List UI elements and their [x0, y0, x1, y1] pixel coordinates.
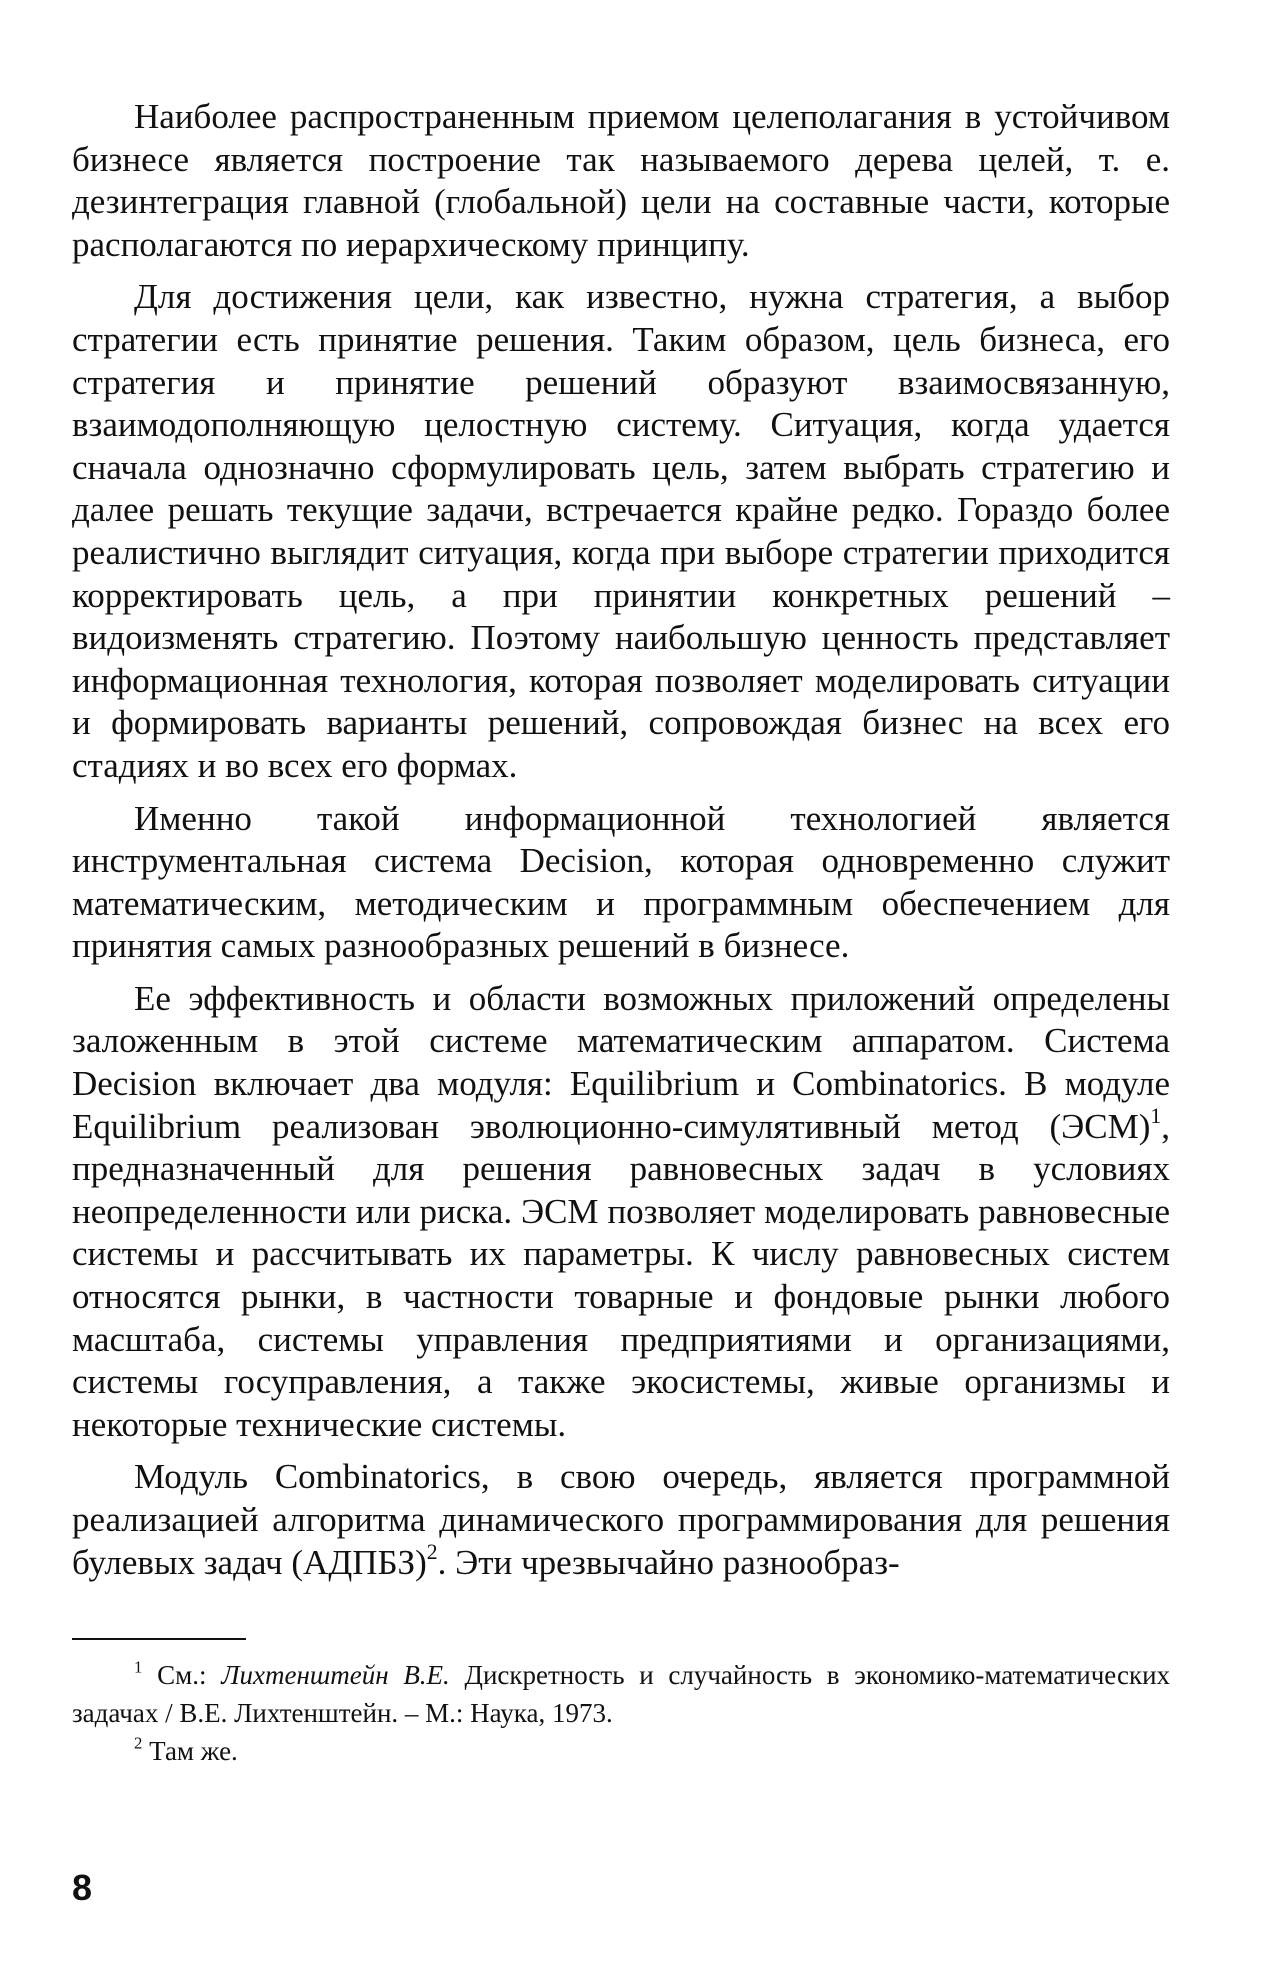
paragraph-combinatorics-text-end: . Эти чрезвычайно разнообраз-	[437, 1542, 900, 1582]
footnotes	[72, 1638, 1170, 1770]
paragraph-strategy: Для достижения цели, как известно, нужна стратегия, а выбор стратегии есть принятие решения. Таким образом, цель бизнеса, его стратегия и принятие решений образуют взаимосвязанную, взаимодополняющую целостную систему. Ситуация, когда удается сначала однозначно сформулировать цель, затем выбрать стратегию и далее решать текущие задачи, встречается крайне редко. Гораздо более реалистично выглядит ситуация, когда при выборе стратегии приходится корректировать цель, а при принятии конкретных решений – видоизменять стратегию. Поэтому наибольшую ценность представляет информационная технология, которая позволяет моделировать ситуации и формировать варианты решений, сопровождая бизнес на всех его стадиях и во всех его формах.	[72, 277, 1170, 785]
paragraph-equilibrium-text-end: , предназначенный для решения равновесных задач в условиях неопределенности или риска. ЭСМ позволяет моделировать равновесные системы и рассчитывать их параметры. К числу равновесных систем относятся рынки, в частности товарные и фондовые рынки любого масштаба, системы управления предприятиями и организациями, системы госуправления, а также экосистемы, живые организмы и некоторые технические системы.	[72, 1106, 1170, 1444]
footnote-1-text: Дискретность и случайность в экономико-математических задачах / В.Е. Лихтенштейн. – М.: Наука, 1973.	[72, 1660, 1171, 1728]
paragraph-equilibrium-text-start: Ее эффективность и области возможных приложений определены заложенным в этой системе математическим аппаратом. Система Decision включает два модуля: Equilibrium и Combinatorics. В модуле Equilibrium реализован эволюционно-симулятивный метод (ЭСМ)	[72, 978, 1170, 1146]
footnote-1-author: Лихтенштейн В.Е.	[221, 1660, 450, 1690]
footnote-divider	[72, 1638, 246, 1640]
paragraph-goal-tree: Наиболее распространенным приемом целеполагания в устойчивом бизнесе является построение так называемого дерева целей, т. е. дезинтеграция главной (глобальной) цели на составные части, которые располагаются по иерархическому принципу.	[72, 97, 1170, 264]
footnote-2-text: Там же.	[149, 1736, 238, 1766]
paragraph-equilibrium	[72, 978, 1170, 1447]
footnote-ref-2: 2	[426, 1539, 438, 1564]
page-number: 8	[72, 1867, 93, 1908]
footnote-2	[72, 1732, 1170, 1770]
footnote-ref-1: 1	[1150, 1103, 1162, 1128]
footnote-2-mark: 2	[134, 1733, 143, 1753]
footnote-1	[72, 1656, 1170, 1732]
footnote-1-prefix: См.:	[157, 1660, 222, 1690]
paragraph-combinatorics	[72, 1456, 1170, 1584]
page-body	[72, 96, 1170, 1594]
paragraph-decision-system: Именно такой информационной технологией является инструментальная система Decision, которая одновременно служит математическим, методическим и программным обеспечением для принятия самых разнообразных решений в бизнесе.	[72, 798, 1170, 966]
paragraph-combinatorics-text-start: Модуль Combinatorics, в свою очередь, является программной реализацией алгоритма динамического программирования для решения булевых задач (АДПБЗ)	[72, 1457, 1170, 1582]
footnote-1-mark: 1	[134, 1657, 143, 1677]
